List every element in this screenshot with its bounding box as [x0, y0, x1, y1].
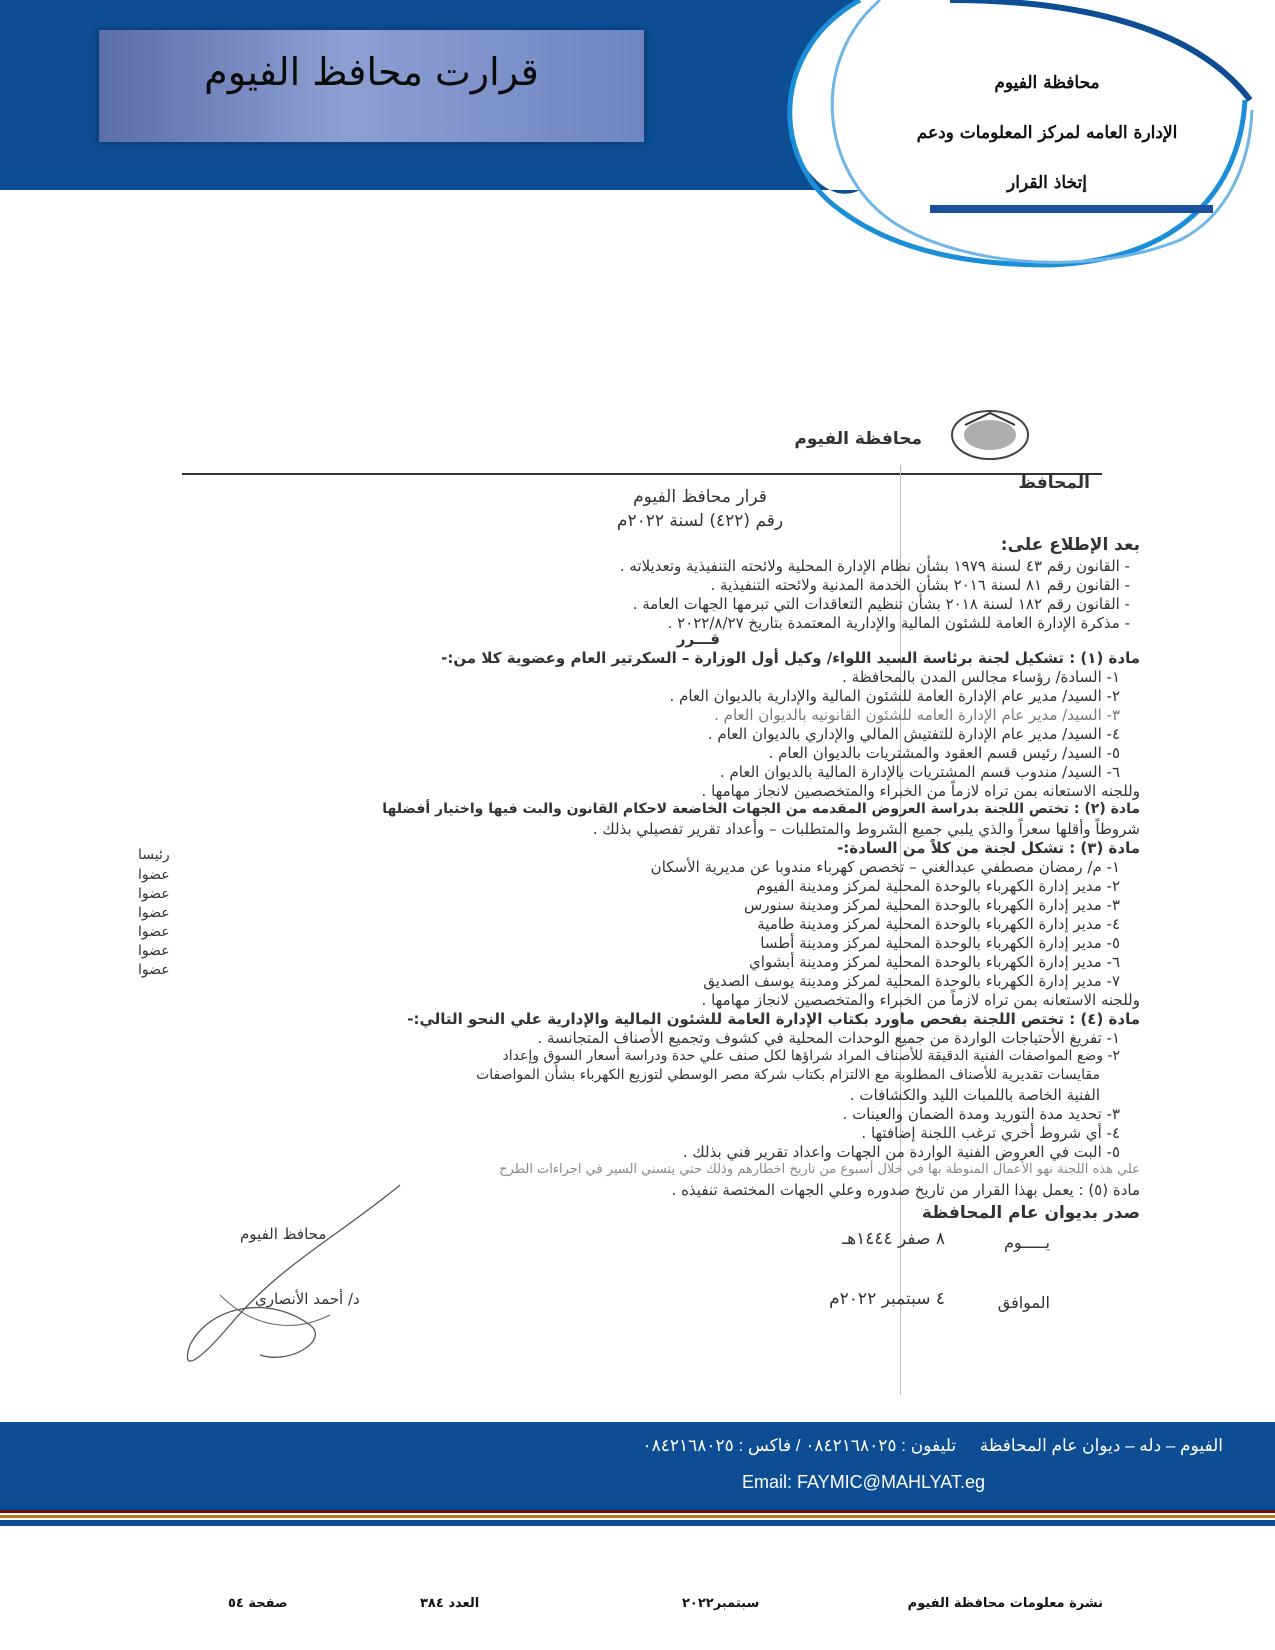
agency-line-2: الإدارة العامه لمركز المعلومات ودعم: [916, 123, 1178, 143]
governorate-name: محافظة الفيوم: [794, 429, 922, 449]
footer-email: Email: FAYMIC@MAHLYAT.eg: [742, 1472, 985, 1492]
law-2: - القانون رقم ٨١ لسنة ٢٠١٦ بشأن الخدمة المدنية ولائحته التنفيذية .: [710, 576, 1130, 594]
article-4-item: ١- تفريغ الأحتياجات الواردة من جميع الوحدات المحلية في كشوف وتجميع الأصناف المتجانسة .: [537, 1029, 1120, 1047]
page-title: قرارت محافظ الفيوم: [204, 50, 539, 94]
article-3-note: وللجنه الاستعانه بمن تراه لازماً من الخبراء والمتخصصين لانجاز مهامها .: [701, 991, 1140, 1009]
footer-contact: [643, 1436, 1224, 1456]
agency-block: [897, 58, 1197, 208]
article-3-title: مادة (٣) : تشكل لجنة من كلاً من السادة:-: [837, 839, 1140, 857]
article-3-member: ١- م/ رمضان مصطفي عبدالغني – تخصص كهرباء مندوبا عن مديرية الأسكان: [650, 858, 1120, 876]
issue-number: العدد ٣٨٤: [420, 1596, 480, 1611]
footer-stripes: [0, 1510, 1275, 1526]
article-1-member: ٢- السيد/ مدير عام الإدارة العامة للشئون المالية والإدارية بالديوان العام .: [669, 687, 1120, 705]
article-3-member: ٧- مدير إدارة الكهرباء بالوحدة المحلية لمركز ومدينة يوسف الصديق: [703, 972, 1120, 990]
article-4-item: ٥- البت في العروض الفنية الواردة من الجهات واعداد تقرير فني بذلك .: [682, 1143, 1120, 1161]
member-role: عضوا: [138, 886, 170, 902]
governorate-seal-icon: [945, 405, 1035, 465]
gregorian-date: ٤ سبتمبر ٢٠٢٢م: [829, 1289, 945, 1309]
article-3-member: ٦- مدير إدارة الكهرباء بالوحدة المحلية لمركز ومدينة أبشواي: [748, 953, 1120, 971]
member-role: عضوا: [138, 905, 170, 921]
article-4-item: ٢- وضع المواصفات الفنية الدقيقة للأصناف المراد شراؤها لكل صنف علي حدة ودراسة أسعار السوق وإعداد: [502, 1048, 1120, 1064]
header-rule: [182, 473, 1102, 475]
article-2-line-1: مادة (٢) : تختص اللجنة بدراسة العروض المقدمه من الجهات الخاضعة لاحكام القانون والبت فيها واختيار أفضلها: [382, 801, 1140, 817]
law-3: - القانون رقم ١٨٢ لسنة ٢٠١٨ بشأن تنظيم التعاقدات التي تبرمها الجهات العامة .: [632, 595, 1130, 613]
article-3-member: ٤- مدير إدارة الكهرباء بالوحدة المحلية لمركز ومدينة طامية: [757, 915, 1120, 933]
signer-title: محافظ الفيوم: [240, 1225, 327, 1243]
governor-label: المحافظ: [1018, 473, 1090, 493]
footer-phone-label: تليفون :: [901, 1436, 957, 1455]
article-5: مادة (٥) : يعمل بهذا القرار من تاريخ صدوره وعلي الجهات المختصة تنفيذه .: [671, 1181, 1140, 1199]
issued-at: صدر بديوان عام المحافظة: [921, 1203, 1140, 1223]
member-role: عضوا: [138, 943, 170, 959]
decree-title: قرار محافظ الفيوم: [633, 487, 767, 507]
after-review-heading: بعد الإطلاع على:: [1000, 535, 1140, 555]
member-role: عضوا: [138, 924, 170, 940]
publication-month: سبتمبر٢٠٢٢: [682, 1596, 760, 1611]
article-2-line-2: شروطاً وأقلها سعراً والذي يلبي جميع الشروط والمتطلبات – وأعداد تقرير تفصيلي بذلك .: [592, 820, 1140, 838]
article-4-note: علي هذه اللجنة نهو الأعمال المنوطة بها في خلال أسبوع من تاريخ اخطارهم وذلك حتي يتسني السير في اجراءات الطرح: [499, 1162, 1140, 1177]
agency-line-3: إتخاذ القرار: [1007, 173, 1087, 193]
article-1-member: ٦- السيد/ مندوب قسم المشتريات بالإدارة المالية بالديوان العام .: [719, 763, 1120, 781]
member-role: عضوا: [138, 962, 170, 978]
law-1: - القانون رقم ٤٣ لسنة ١٩٧٩ بشأن نظام الإدارة المحلية ولائحته التنفيذية وتعديلاته .: [619, 557, 1130, 575]
publication-name: نشرة معلومات محافظة الفيوم: [907, 1596, 1103, 1611]
footer-address: الفيوم – دله – ديوان عام المحافظة: [979, 1436, 1223, 1455]
article-1-title: مادة (١) : تشكيل لجنة برئاسة السيد اللواء/ وكيل أول الوزارة – السكرتير العام وعضوية كلا من:-: [441, 649, 1140, 667]
article-3-member: ٣- مدير إدارة الكهرباء بالوحدة المحلية لمركز ومدينة سنورس: [743, 896, 1120, 914]
decree-number: رقم (٤٢٢) لسنة ٢٠٢٢م: [616, 511, 784, 531]
article-3-member: ٥- مدير إدارة الكهرباء بالوحدة المحلية لمركز ومدينة أطسا: [760, 934, 1120, 952]
gregorian-label: الموافق: [997, 1293, 1050, 1312]
footer-fax: ٠٨٤٢١٦٨٠٢٥: [642, 1436, 734, 1455]
article-1-member: ٥- السيد/ رئيس قسم العقود والمشتريات بالديوان العام .: [768, 744, 1120, 762]
article-4-item: مقايسات تقديرية للأصناف المطلوبة مع الالتزام بكتاب شركة مصر الوسطي لتوزيع الكهرباء بشأن المواصفات: [476, 1067, 1100, 1083]
article-4-item: ٤- أي شروط أخري ترغب اللجنة إضافتها .: [861, 1124, 1120, 1142]
article-1-member: ٤- السيد/ مدير عام الإدارة للتفتيش المالي والإداري بالديوان العام .: [707, 725, 1120, 743]
article-1-note: وللجنه الاستعانه بمن تراه لازماً من الخبراء والمتخصصين لانجاز مهامها .: [701, 782, 1140, 800]
article-4-item: ٣- تحديد مدة التوريد ومدة الضمان والعينات .: [842, 1105, 1120, 1123]
member-role: رئيسا: [138, 847, 170, 863]
title-banner: [99, 30, 644, 142]
hijri-date: ٨ صفر ١٤٤٤هـ: [842, 1229, 945, 1249]
decree-scan: [138, 395, 1140, 1410]
agency-underline: [930, 205, 1213, 213]
article-4-title: مادة (٤) : تختص اللجنة بفحص ماورد بكتاب الإدارة العامة للشئون المالية والإدارية علي النحو التالي:-: [407, 1010, 1140, 1028]
footer-phone: ٠٨٤٢١٦٨٠٢٥: [805, 1436, 897, 1455]
agency-line-1: محافظة الفيوم: [994, 73, 1100, 93]
signer-name: د/ أحمد الأنصاري: [255, 1290, 360, 1308]
signature-scribble-icon: [160, 1175, 420, 1385]
decided-heading: قـــرر: [676, 630, 720, 648]
day-label: يـــــوم: [1003, 1233, 1050, 1252]
article-4-item: الفنية الخاصة باللمبات الليد والكشافات .: [849, 1086, 1100, 1104]
article-3-member: ٢- مدير إدارة الكهرباء بالوحدة المحلية لمركز ومدينة الفيوم: [756, 877, 1120, 895]
article-1-member: ٣- السيد/ مدير عام الإدارة العامه للشئون القانونيه بالديوان العام .: [714, 706, 1120, 724]
page-number: صفحة ٥٤: [228, 1596, 288, 1611]
member-role: عضوا: [138, 867, 170, 883]
law-4: - مذكرة الإدارة العامة للشئون المالية والإدارية المعتمدة بتاريخ ٢٠٢٢/٨/٢٧ .: [667, 614, 1130, 632]
article-1-member: ١- السادة/ رؤساء مجالس المدن بالمحافظة .: [842, 668, 1120, 686]
footer-fax-label: / فاكس :: [738, 1436, 801, 1455]
